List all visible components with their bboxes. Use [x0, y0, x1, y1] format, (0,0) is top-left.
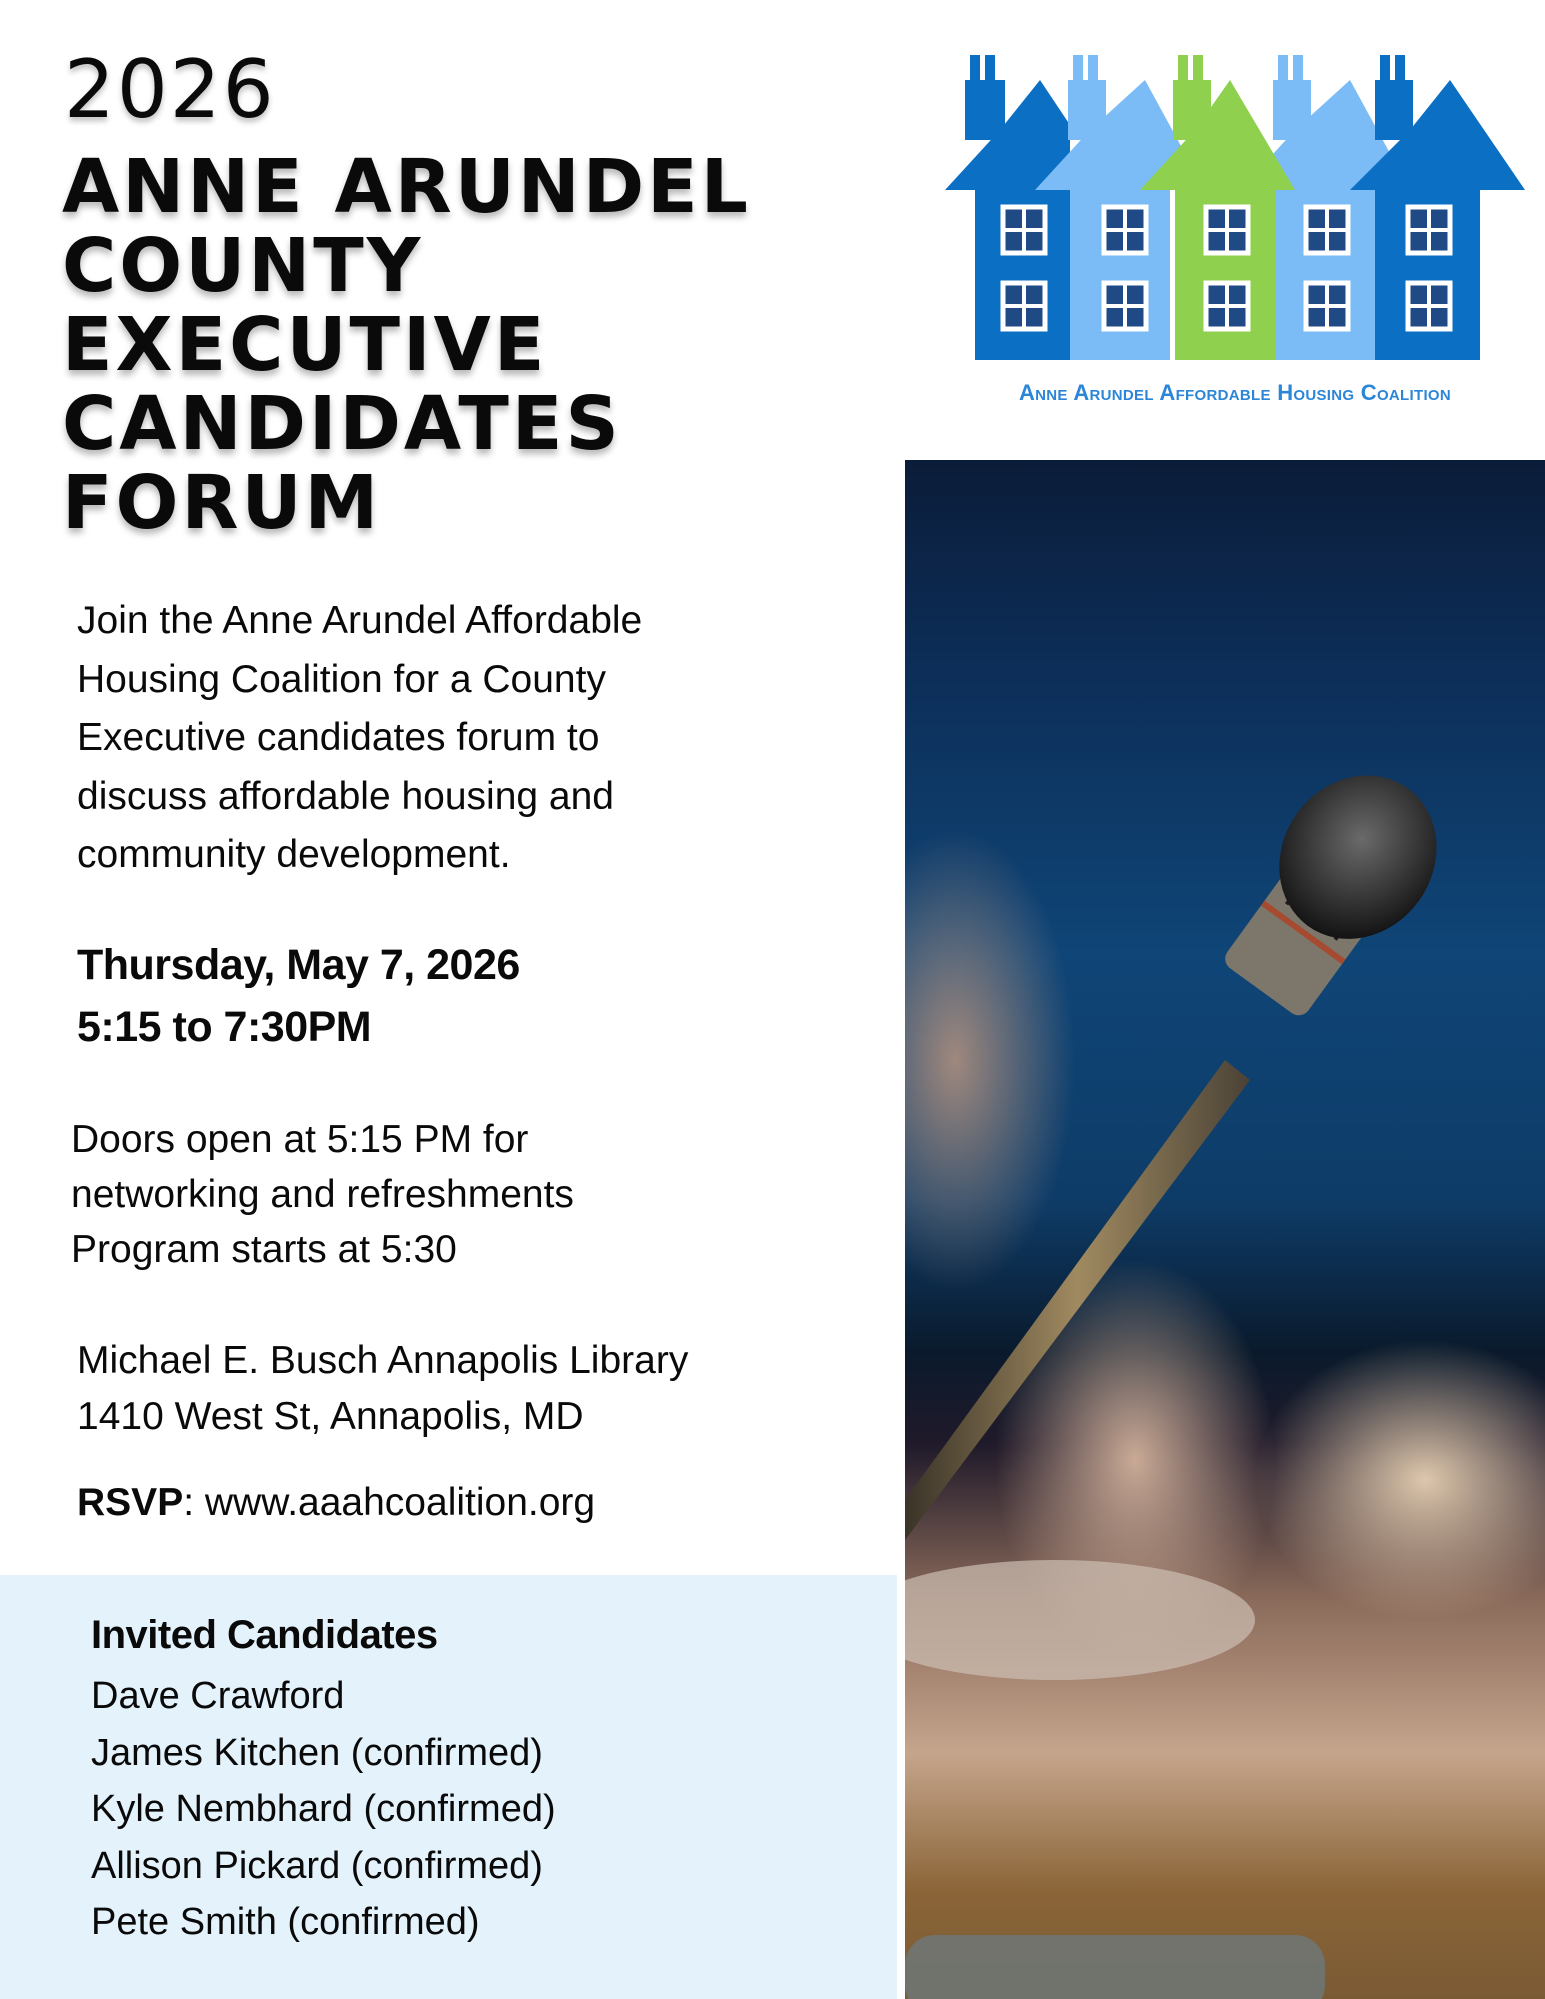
event-date: Thursday, May 7, 2026 [77, 941, 520, 989]
title-line: COUNTY [62, 223, 424, 309]
schedule-line: networking and refreshments [71, 1173, 574, 1216]
coalition-logo [940, 50, 1530, 410]
title-line: CANDIDATES [62, 381, 622, 467]
candidate-item: Dave Crawford [91, 1675, 345, 1717]
candidate-item: Allison Pickard (confirmed) [91, 1844, 543, 1887]
title-line: ANNE ARUNDEL [62, 144, 751, 230]
schedule-line: Program starts at 5:30 [71, 1228, 457, 1271]
candidate-item: Kyle Nembhard (confirmed) [91, 1788, 556, 1830]
candidate-item: James Kitchen (confirmed) [91, 1731, 543, 1774]
description-line: community development. [77, 833, 511, 876]
candidates-heading: Invited Candidates [91, 1613, 438, 1657]
rsvp-link[interactable]: www.aaahcoalition.org [204, 1481, 596, 1524]
description-line: Housing Coalition for a County [77, 657, 606, 701]
rsvp-line [77, 1478, 595, 1528]
logo-caption: Anne Arundel Affordable Housing Coalition [1018, 380, 1452, 405]
microphone-icon [905, 460, 1545, 1999]
page-title [62, 144, 751, 546]
event-venue [77, 1333, 688, 1445]
event-description [77, 592, 797, 885]
event-time: 5:15 to 7:30PM [77, 1003, 372, 1051]
venue-address: 1410 West St, Annapolis, MD [77, 1395, 584, 1438]
candidate-item: Pete Smith (confirmed) [91, 1901, 480, 1943]
rsvp-label: RSVP [77, 1481, 184, 1524]
description-line: discuss affordable housing and [77, 774, 614, 818]
rsvp-separator: : [183, 1481, 205, 1524]
microphone-photo [905, 460, 1545, 1999]
venue-name: Michael E. Busch Annapolis Library [77, 1339, 689, 1382]
houses-logo-icon [940, 50, 1530, 370]
title-line: FORUM [62, 460, 382, 546]
event-datetime [77, 934, 520, 1058]
title-line: EXECUTIVE [62, 302, 548, 388]
description-line: Join the Anne Arundel Affordable [77, 599, 643, 642]
event-year: 2026 [64, 43, 276, 136]
description-line: Executive candidates forum to [77, 716, 600, 759]
schedule-line: Doors open at 5:15 PM for [71, 1118, 529, 1161]
candidates-list [91, 1668, 556, 1951]
event-schedule [71, 1112, 574, 1277]
